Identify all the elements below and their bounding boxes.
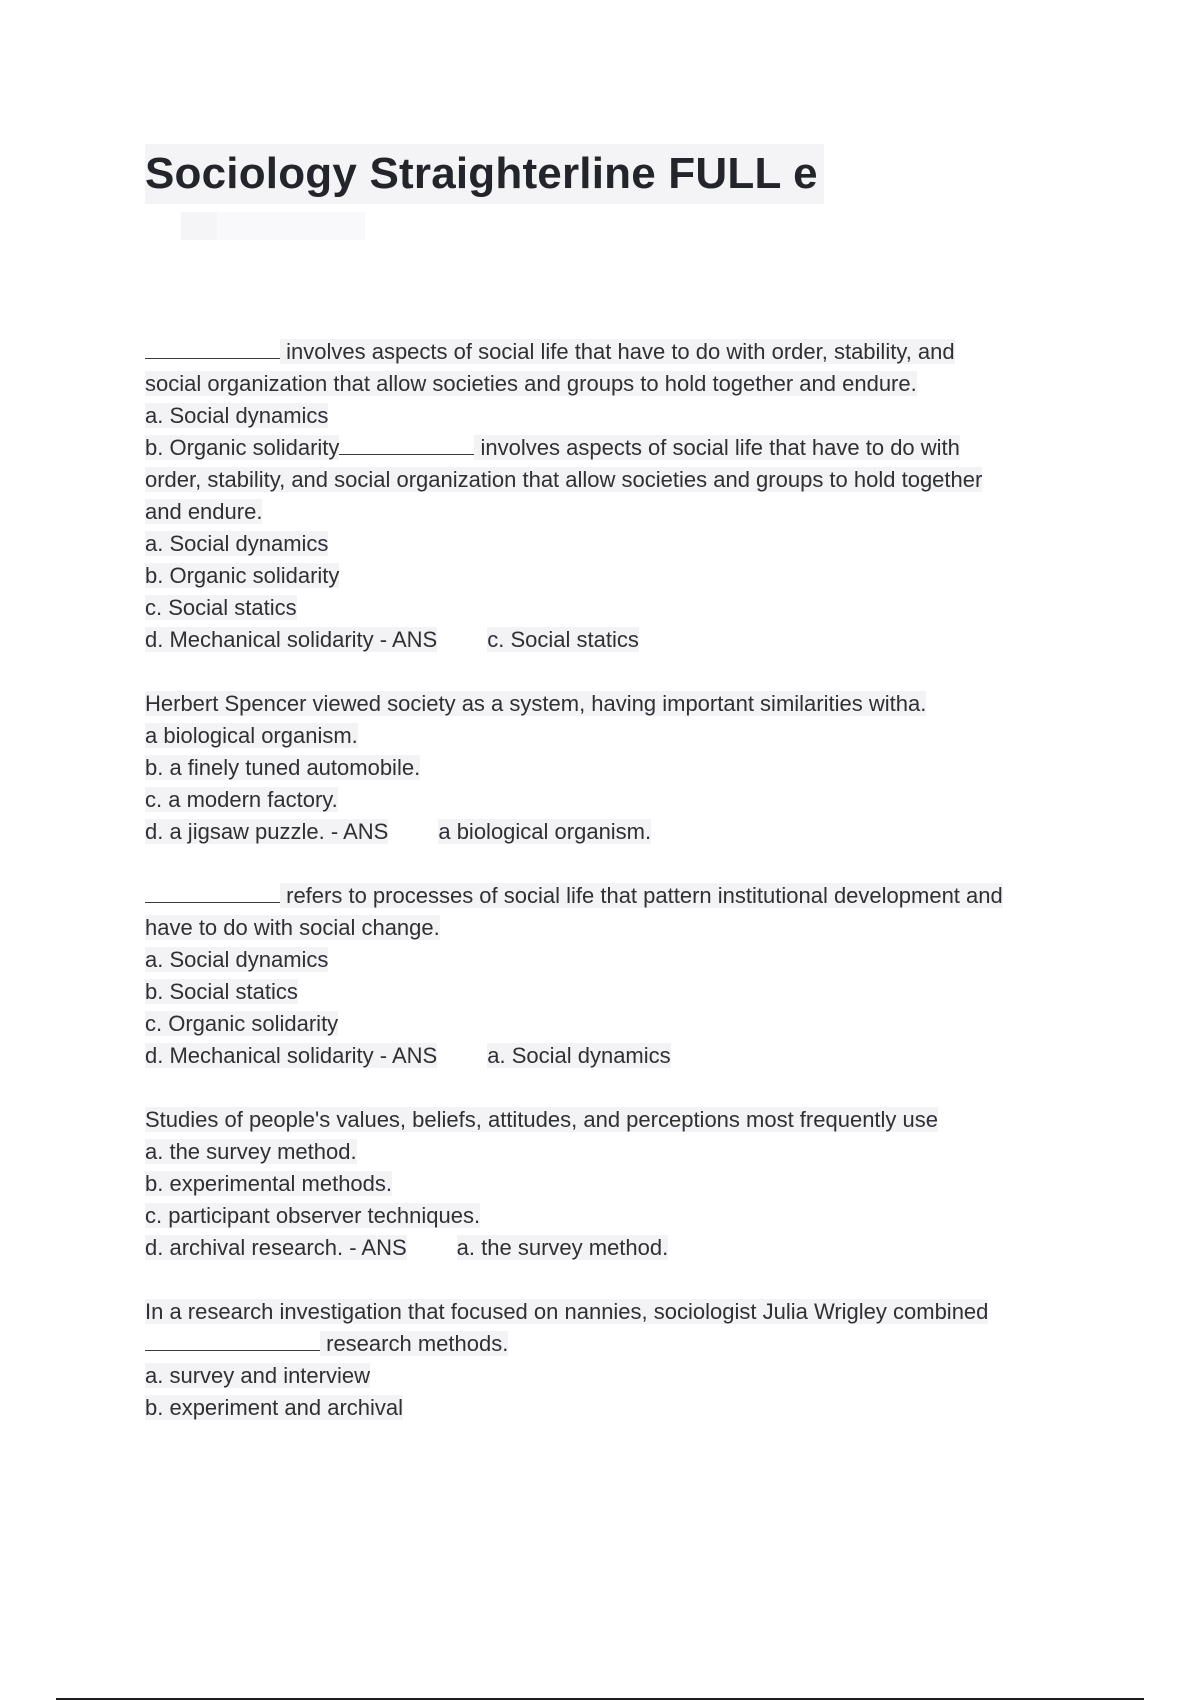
question-line: have to do with social change. — [145, 915, 440, 940]
question-list — [145, 336, 1085, 1456]
answer-line: d. Mechanical solidarity - ANS c. Social statics — [145, 627, 639, 652]
question-line: and endure. — [145, 499, 263, 524]
answer-text: c. Social statics — [487, 627, 639, 652]
question-item — [145, 880, 1085, 1072]
redacted-block-small — [181, 212, 217, 240]
question-item — [145, 688, 1085, 848]
question-item — [145, 336, 1085, 656]
answer-text: a. Social dynamics — [487, 1043, 671, 1068]
question-line: involves aspects of social life that have to do with order, stability, and — [145, 336, 1085, 368]
option-line: b. Organic solidarity — [145, 563, 340, 588]
fill-blank — [145, 880, 280, 903]
option-line: c. a modern factory. — [145, 787, 338, 812]
answer-line: d. Mechanical solidarity - ANS a. Social dynamics — [145, 1043, 671, 1068]
fill-blank — [145, 336, 280, 359]
question-line: refers to processes of social life that pattern institutional development and — [145, 880, 1085, 912]
redacted-block-wide — [217, 212, 365, 240]
fill-blank — [339, 432, 474, 455]
option-line: a. Social dynamics — [145, 947, 329, 972]
option-line: b. Organic solidarity involves aspects of social life that have to do with — [145, 432, 1085, 464]
answer-line: d. a jigsaw puzzle. - ANS a biological organism. — [145, 819, 652, 844]
option-line: c. participant observer techniques. — [145, 1203, 481, 1228]
option-line: a. survey and interview — [145, 1363, 370, 1388]
answer-line: d. archival research. - ANS a. the survey method. — [145, 1235, 669, 1260]
option-line: c. Organic solidarity — [145, 1011, 339, 1036]
answer-text: a. the survey method. — [456, 1235, 669, 1260]
option-line: a. Social dynamics — [145, 403, 329, 428]
option-line: a. Social dynamics — [145, 531, 329, 556]
option-line: b. experimental methods. — [145, 1171, 393, 1196]
question-line: research methods. — [145, 1328, 1085, 1360]
fill-blank — [145, 1328, 320, 1351]
option-line: b. Social statics — [145, 979, 298, 1004]
page-title: Sociology Straighterline FULL e — [145, 144, 824, 204]
option-line: a biological organism. — [145, 723, 358, 748]
question-line: social organization that allow societies and groups to hold together and endure. — [145, 371, 917, 396]
option-line: b. a finely tuned automobile. — [145, 755, 421, 780]
question-line: In a research investigation that focused on nannies, sociologist Julia Wrigley combined — [145, 1299, 989, 1324]
question-line: order, stability, and social organization that allow societies and groups to hold together — [145, 467, 983, 492]
question-line: Herbert Spencer viewed society as a system, having important similarities witha. — [145, 691, 927, 716]
option-line: a. the survey method. — [145, 1139, 357, 1164]
question-item — [145, 1104, 1085, 1264]
question-line: Studies of people's values, beliefs, attitudes, and perceptions most frequently use — [145, 1107, 939, 1132]
option-line: b. experiment and archival — [145, 1395, 404, 1420]
option-line: c. Social statics — [145, 595, 297, 620]
answer-text: a biological organism. — [438, 819, 652, 844]
question-item — [145, 1296, 1085, 1424]
